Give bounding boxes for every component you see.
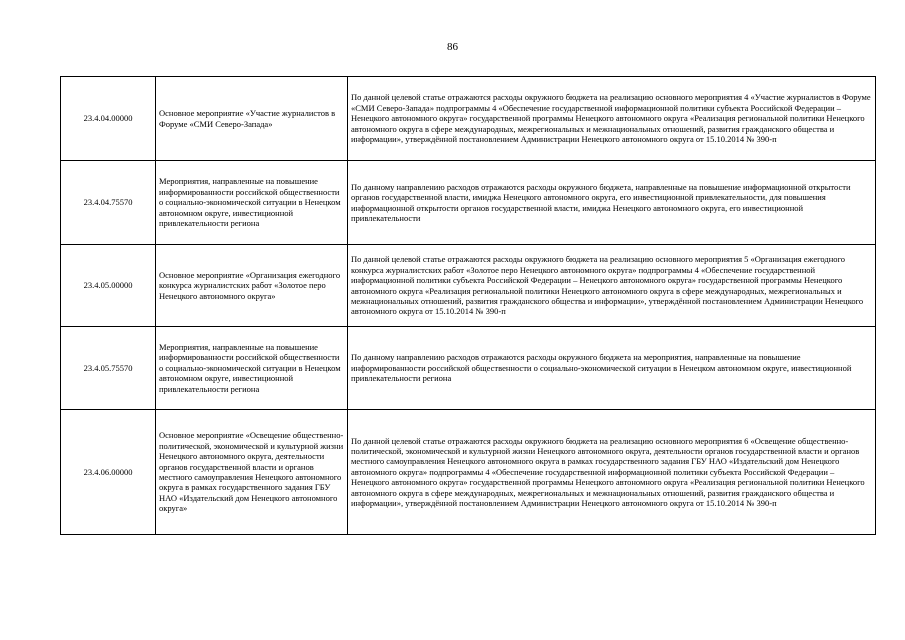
target-article-code: 23.4.05.75570	[61, 327, 156, 410]
target-article-name: Основное мероприятие «Освещение общественно-политической, экономической и культурной жизни Ненецкого автономного округа, деятельности органов государственной власти и органов местного самоуправления Ненецкого автономного округа в рамках государственного задания ГБУ НАО «Издательский дом Ненецкого автономного округа»	[156, 410, 348, 535]
budget-classification-table	[60, 76, 876, 535]
target-article-code: 23.4.06.00000	[61, 410, 156, 535]
target-article-code: 23.4.05.00000	[61, 245, 156, 327]
target-article-description: По данной целевой статье отражаются расходы окружного бюджета на реализацию основного мероприятия 6 «Освещение общественно-политической, экономической и культурной жизни Ненецкого автономного округа, деятельности органов государственной власти и органов местного самоуправления Ненецкого автономного округа в рамках государственного задания ГБУ НАО «Издательский дом Ненецкого автономного округа» подпрограммы 4 «Обеспечение государственной информационной политики субъекта Российской Федерации – Ненецкого автономного округа» государственной программы Ненецкого автономного округа «Реализация региональной политики Ненецкого автономного округа в сфере международных, межрегиональных и межнациональных отношений, развития гражданского общества и информации», утверждённой постановлением Администрации Ненецкого автономного округа от 15.10.2014 № 390-п	[348, 410, 876, 535]
target-article-description: По данному направлению расходов отражаются расходы окружного бюджета на мероприятия, направленные на повышение информированности российской общественности о социально-экономической ситуации в Ненецком автономном округе, инвестиционной привлекательности региона	[348, 327, 876, 410]
target-article-name: Основное мероприятие «Участие журналистов в Форуме «СМИ Северо-Запада»	[156, 77, 348, 161]
target-article-description: По данной целевой статье отражаются расходы окружного бюджета на реализацию основного мероприятия 4 «Участие журналистов в Форуме «СМИ Северо-Запада» подпрограммы 4 «Обеспечение государственной информационной политики субъекта Российской Федерации – Ненецкого автономного округа» государственной программы Ненецкого автономного округа «Реализация региональной политики Ненецкого автономного округа в сфере международных, межрегиональных и межнациональных отношений, развития гражданского общества и информации», утверждённой постановлением Администрации Ненецкого автономного округа от 15.10.2014 № 390-п	[348, 77, 876, 161]
target-article-description: По данной целевой статье отражаются расходы окружного бюджета на реализацию основного мероприятия 5 «Организация ежегодного конкурса журналистских работ «Золотое перо Ненецкого автономного округа» подпрограммы 4 «Обеспечение государственной информационной политики субъекта Российской Федерации – Ненецкого автономного округа» государственной программы Ненецкого автономного округа «Реализация региональной политики Ненецкого автономного округа в сфере международных, межрегиональных и межнациональных отношений, развития гражданского общества и информации», утверждённой постановлением Администрации Ненецкого автономного округа от 15.10.2014 № 390-п	[348, 245, 876, 327]
table-row	[61, 327, 876, 410]
table-row	[61, 245, 876, 327]
target-article-name: Основное мероприятие «Организация ежегодного конкурса журналистских работ «Золотое перо Ненецкого автономного округа»	[156, 245, 348, 327]
target-article-code: 23.4.04.00000	[61, 77, 156, 161]
table-row	[61, 410, 876, 535]
target-article-name: Мероприятия, направленные на повышение информированности российской общественности о социально-экономической ситуации в Ненецком автономном округе, инвестиционной привлекательности региона	[156, 327, 348, 410]
table-row	[61, 161, 876, 245]
table-row	[61, 77, 876, 161]
target-article-description: По данному направлению расходов отражаются расходы окружного бюджета, направленные на повышение информационной открытости органов государственной власти, имиджа Ненецкого автономного округа, его инвестиционной привлекательности, для повышения информационной открытости органов государственной власти, имиджа Ненецкого автономного округа, его инвестиционной привлекательности	[348, 161, 876, 245]
target-article-code: 23.4.04.75570	[61, 161, 156, 245]
page-number: 86	[447, 41, 458, 53]
target-article-name: Мероприятия, направленные на повышение информированности российской общественности о социально-экономической ситуации в Ненецком автономном округе, инвестиционной привлекательности региона	[156, 161, 348, 245]
